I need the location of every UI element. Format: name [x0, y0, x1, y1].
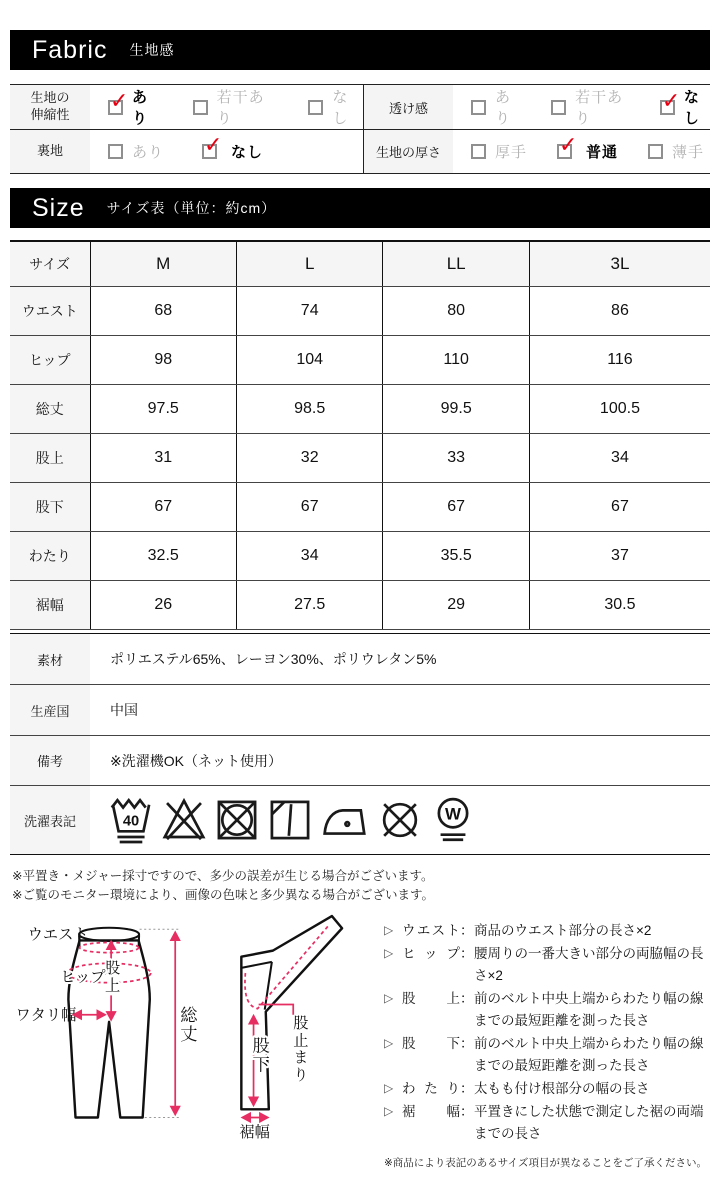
fabric-row-stretch — [10, 85, 710, 129]
definition-term: ウエスト — [402, 922, 460, 938]
size-table-row — [10, 336, 710, 385]
definition-desc: 平置きにした状態で測定した裾の両端までの長さ — [474, 1103, 704, 1141]
check-mark-icon: ✓ — [204, 132, 223, 157]
details-row-material — [10, 634, 710, 685]
fabric-options-sheer — [453, 85, 710, 129]
definition-colon: ： — [460, 945, 474, 961]
size-cell: 67 — [90, 483, 236, 532]
total-length-label: 総丈 — [177, 1005, 198, 1044]
definition-desc: 前のベルト中央上端からわたり幅の線までの最短距離を測った長さ — [474, 1035, 704, 1073]
check-mark-icon: ✓ — [559, 132, 578, 157]
size-section-header — [10, 188, 710, 228]
size-col-header: L — [236, 241, 382, 287]
fabric-option — [557, 132, 619, 162]
size-col-header: サイズ — [10, 241, 90, 287]
size-cell: 31 — [90, 434, 236, 483]
check-mark-icon: ✓ — [661, 87, 681, 113]
fabric-options-lining — [90, 130, 363, 173]
size-cell: 37 — [529, 532, 710, 581]
checkbox-icon — [308, 100, 323, 115]
size-cell: 34 — [529, 434, 710, 483]
no-dry-clean-icon — [377, 794, 423, 846]
care-symbols — [90, 786, 710, 855]
checkbox-icon — [471, 144, 486, 159]
check-mark-icon: ✓ — [110, 87, 129, 113]
definition-colon: ： — [460, 1103, 474, 1119]
care-label: 洗濯表記 — [10, 786, 90, 855]
checkbox-icon — [108, 144, 123, 159]
definition-colon: ： — [460, 990, 474, 1006]
size-table-row — [10, 434, 710, 483]
fabric-label-text: 生地の伸縮性 — [30, 90, 70, 122]
line-dry-in-shade-icon — [267, 794, 313, 846]
size-cell: 33 — [383, 434, 529, 483]
triangle-bullet-icon: ▷ — [384, 945, 394, 960]
waistband-side — [139, 935, 140, 947]
fabric-label-lining — [10, 130, 90, 173]
note-line: ※平置き・メジャー採寸ですので、多少の誤差が生じる場合がございます。 — [12, 869, 434, 883]
fabric-option — [648, 141, 704, 162]
details-value: ポリエステル65%、レーヨン30%、ポリウレタン5% — [90, 634, 710, 685]
fabric-option-label: 若干あり — [575, 89, 624, 127]
size-table-header-row — [10, 241, 710, 287]
size-row-label: 裾幅 — [10, 581, 90, 630]
definition-desc: 腰周りの一番大きい部分の両脇幅の長さ×2 — [474, 945, 704, 983]
size-cell: 99.5 — [383, 385, 529, 434]
fabric-option-label: なし — [683, 89, 700, 127]
size-cell: 67 — [236, 483, 382, 532]
fabric-option-label: 薄手 — [672, 144, 705, 161]
fabric-option — [660, 86, 710, 128]
size-heading-ja: サイズ表（単位：約cm） — [106, 200, 277, 216]
definition-term: ヒップ — [402, 945, 460, 961]
size-cell: 80 — [383, 287, 529, 336]
fabric-option — [471, 86, 521, 128]
triangle-bullet-icon: ▷ — [384, 1103, 394, 1118]
details-label: 備考 — [10, 736, 90, 786]
size-cell: 97.5 — [90, 385, 236, 434]
size-cell: 26 — [90, 581, 236, 630]
size-cell: 98.5 — [236, 385, 382, 434]
pants-measurement-diagram — [10, 914, 378, 1170]
wash-40-icon — [108, 794, 154, 846]
fabric-option-label: なし — [231, 144, 264, 161]
size-cell: 86 — [529, 287, 710, 336]
size-cell: 34 — [236, 532, 382, 581]
fabric-section-header — [10, 30, 710, 70]
size-cell: 32 — [236, 434, 382, 483]
checkbox-icon — [193, 100, 208, 115]
note-line: ※ご覧のモニター環境により、画像の色味と多少異なる場合がございます。 — [12, 888, 434, 903]
size-table-row — [10, 385, 710, 434]
fabric-table — [10, 84, 710, 174]
checkbox-icon — [202, 132, 223, 159]
fabric-heading-ja: 生地感 — [129, 42, 175, 58]
pants-diagram-svg — [10, 914, 374, 1148]
fabric-option-label: 厚手 — [495, 144, 528, 161]
definition-desc: 太もも付け根部分の幅の長さ — [474, 1080, 650, 1096]
triangle-bullet-icon: ▷ — [384, 1080, 394, 1095]
checkbox-icon — [551, 100, 566, 115]
details-table — [10, 633, 710, 855]
details-row-remarks — [10, 736, 710, 786]
size-table — [10, 240, 710, 630]
rise-label: 股上 — [102, 959, 120, 995]
fabric-option-label: あり — [495, 89, 512, 127]
size-cell: 74 — [236, 287, 382, 336]
size-cell: 104 — [236, 336, 382, 385]
triangle-bullet-icon: ▷ — [384, 990, 394, 1005]
checkbox-icon — [648, 144, 663, 159]
size-table-row — [10, 581, 710, 630]
fabric-label-text: 透け感 — [388, 100, 428, 116]
definition-desc: 前のベルト中央上端からわたり幅の線までの最短距離を測った長さ — [474, 990, 704, 1028]
size-col-header: M — [90, 241, 236, 287]
size-cell: 67 — [529, 483, 710, 532]
waist-label: ウエスト — [27, 926, 89, 944]
definition-item — [384, 1033, 710, 1077]
fabric-label-text: 裏地 — [36, 143, 63, 159]
fabric-options-stretch — [90, 85, 363, 129]
definition-term: 股 上 — [402, 990, 460, 1006]
definition-item — [384, 988, 710, 1032]
fabric-option-label: あり — [132, 144, 165, 161]
size-cell: 110 — [383, 336, 529, 385]
checkbox-icon — [557, 132, 578, 159]
fabric-label-sheer — [363, 85, 453, 129]
wet-clean-gentle-icon — [430, 794, 476, 846]
hip-label: ヒップ — [60, 968, 106, 986]
definition-colon: ： — [460, 1080, 474, 1096]
size-table-row — [10, 483, 710, 532]
fabric-option — [202, 132, 264, 162]
definition-term: わたり — [402, 1080, 460, 1096]
size-row-label: 総丈 — [10, 385, 90, 434]
size-row-label: わたり — [10, 532, 90, 581]
size-cell: 116 — [529, 336, 710, 385]
hem-width-label: 裾幅 — [239, 1123, 270, 1141]
fabric-option-label: 若干あり — [216, 89, 265, 127]
details-value: ※洗濯機OK（ネット使用） — [90, 736, 710, 786]
inseam-label: 股下 — [249, 1035, 270, 1075]
details-row-care — [10, 786, 710, 855]
size-table-row — [10, 287, 710, 336]
details-label: 素材 — [10, 634, 90, 685]
no-tumble-dry-icon — [214, 794, 260, 846]
details-label: 生産国 — [10, 685, 90, 736]
details-row-country — [10, 685, 710, 736]
definition-term: 股 下 — [402, 1035, 460, 1051]
size-cell: 68 — [90, 287, 236, 336]
definition-term: 裾 幅 — [402, 1103, 460, 1119]
definition-colon: ： — [460, 922, 474, 938]
details-value: 中国 — [90, 685, 710, 736]
size-cell: 27.5 — [236, 581, 382, 630]
triangle-bullet-icon: ▷ — [384, 1035, 394, 1050]
fabric-option — [108, 141, 164, 162]
fabric-option — [308, 86, 363, 128]
triangle-bullet-icon: ▷ — [384, 922, 394, 937]
size-cell: 32.5 — [90, 532, 236, 581]
checkbox-icon — [660, 87, 681, 115]
fabric-label-stretch — [10, 85, 90, 129]
size-cell: 100.5 — [529, 385, 710, 434]
size-cell: 30.5 — [529, 581, 710, 630]
definition-item — [384, 920, 710, 942]
crotch-stop-label: 股止まり — [290, 1014, 308, 1084]
svg-text:40: 40 — [122, 813, 140, 830]
definition-desc: 商品のウエスト部分の長さ×2 — [474, 922, 652, 938]
size-row-label: ヒップ — [10, 336, 90, 385]
fabric-option-label: 普通 — [586, 144, 619, 161]
fabric-option — [471, 141, 527, 162]
iron-low-icon — [320, 794, 370, 846]
measurement-definitions — [378, 914, 710, 1170]
size-table-row — [10, 532, 710, 581]
fabric-option — [108, 86, 163, 128]
definitions-note: ※商品により表記のあるサイズ項目が異なることをご了承ください。 — [384, 1156, 707, 1169]
size-cell: 35.5 — [383, 532, 529, 581]
fabric-options-thickness — [453, 130, 710, 173]
size-col-header: 3L — [529, 241, 710, 287]
checkbox-icon — [108, 87, 129, 115]
fabric-option-label: なし — [332, 89, 349, 127]
size-row-label: 股上 — [10, 434, 90, 483]
fabric-label-text: 生地の厚さ — [375, 145, 441, 160]
fabric-heading-en: Fabric — [32, 35, 108, 64]
size-col-header: LL — [383, 241, 529, 287]
size-cell: 29 — [383, 581, 529, 630]
definition-item — [384, 1101, 710, 1145]
size-heading-en: Size — [32, 193, 85, 222]
checkbox-icon — [471, 100, 486, 115]
measurement-guide — [10, 914, 710, 1170]
definition-item — [384, 1078, 710, 1100]
thigh-width-label: ワタリ幅 — [15, 1006, 77, 1024]
fabric-row-lining — [10, 129, 710, 173]
definition-item — [384, 943, 710, 987]
measurement-notes — [12, 867, 708, 906]
size-cell: 67 — [383, 483, 529, 532]
svg-text:W: W — [445, 804, 461, 824]
fabric-option — [193, 86, 279, 128]
fabric-label-thickness — [363, 130, 453, 173]
size-row-label: ウエスト — [10, 287, 90, 336]
definition-colon: ： — [460, 1035, 474, 1051]
size-row-label: 股下 — [10, 483, 90, 532]
no-bleach-icon — [161, 794, 207, 846]
size-cell: 98 — [90, 336, 236, 385]
fabric-option — [551, 86, 630, 128]
fabric-option-label: あり — [132, 89, 149, 127]
